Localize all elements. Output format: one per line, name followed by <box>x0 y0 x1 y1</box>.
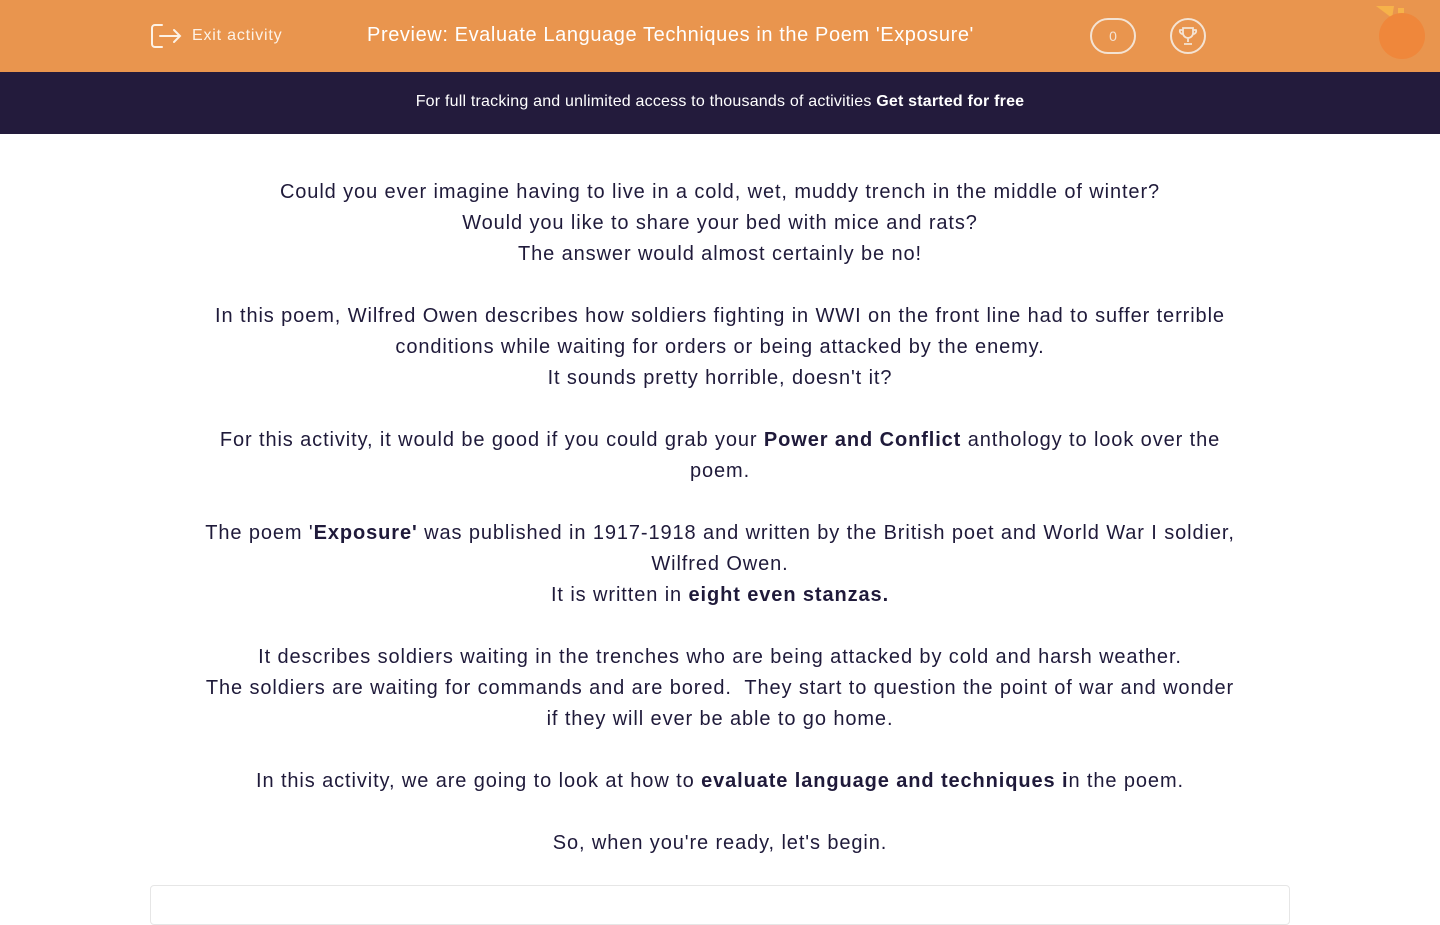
text-line: The soldiers are waiting for commands and are bored. They start to question the point of war and wonder <box>205 677 1235 699</box>
text-line: poem. <box>689 460 751 482</box>
banner-text: For full tracking and unlimited access to thousands of activities <box>415 93 877 110</box>
intro-text <box>150 177 1290 859</box>
score-badge: 0 <box>1090 18 1136 54</box>
text: anthology to look over the <box>961 429 1221 451</box>
text: n the poem. <box>1068 770 1184 792</box>
text-line: It sounds pretty horrible, doesn't it? <box>547 367 893 389</box>
text-line <box>150 518 1290 549</box>
text-line: In this poem, Wilfred Owen describes how soldiers fighting in WWI on the front line had to suffer terrible <box>215 305 1225 327</box>
text: In this activity, we are going to look at how to <box>256 770 702 792</box>
text-line: The answer would almost certainly be no! <box>518 243 922 265</box>
text-line <box>150 425 1290 456</box>
text: It is written in <box>550 584 689 606</box>
text-line: Wilfred Owen. <box>651 553 789 575</box>
text: The poem ' <box>205 522 314 544</box>
trophy-button[interactable] <box>1170 18 1206 54</box>
text-line: Would you like to share your bed with mice and rats? <box>462 212 978 234</box>
text-line: conditions while waiting for orders or being attacked by the enemy. <box>395 336 1045 358</box>
text-line: It describes soldiers waiting in the trenches who are being attacked by cold and harsh weather. <box>258 646 1182 668</box>
text-line: So, when you're ready, let's begin. <box>552 832 888 854</box>
text: For this activity, it would be good if you could grab your <box>219 429 764 451</box>
logo-icon <box>1374 4 1430 60</box>
question-card <box>150 885 1290 925</box>
bold-text: eight even stanzas. <box>688 584 890 606</box>
signup-banner <box>0 72 1440 134</box>
exit-activity-button[interactable] <box>150 22 282 50</box>
activity-title: Preview: Evaluate Language Techniques in the Poem 'Exposure' <box>367 24 974 46</box>
bold-text: Exposure' <box>313 522 418 544</box>
exit-icon <box>150 22 182 50</box>
text: was published in 1917-1918 and written by the British poet and World War I soldier, <box>417 522 1235 544</box>
top-bar <box>0 0 1440 72</box>
bold-text: evaluate language and techniques i <box>701 770 1069 792</box>
bold-text: Power and Conflict <box>763 429 962 451</box>
trophy-icon <box>1178 26 1198 46</box>
text-line: Could you ever imagine having to live in a cold, wet, muddy trench in the middle of winter? <box>279 181 1161 203</box>
exit-label: Exit activity <box>192 27 283 44</box>
text-line: if they will ever be able to go home. <box>546 708 894 730</box>
text-line <box>150 580 1290 611</box>
get-started-link[interactable]: Get started for free <box>876 93 1025 110</box>
text-line <box>150 766 1290 797</box>
